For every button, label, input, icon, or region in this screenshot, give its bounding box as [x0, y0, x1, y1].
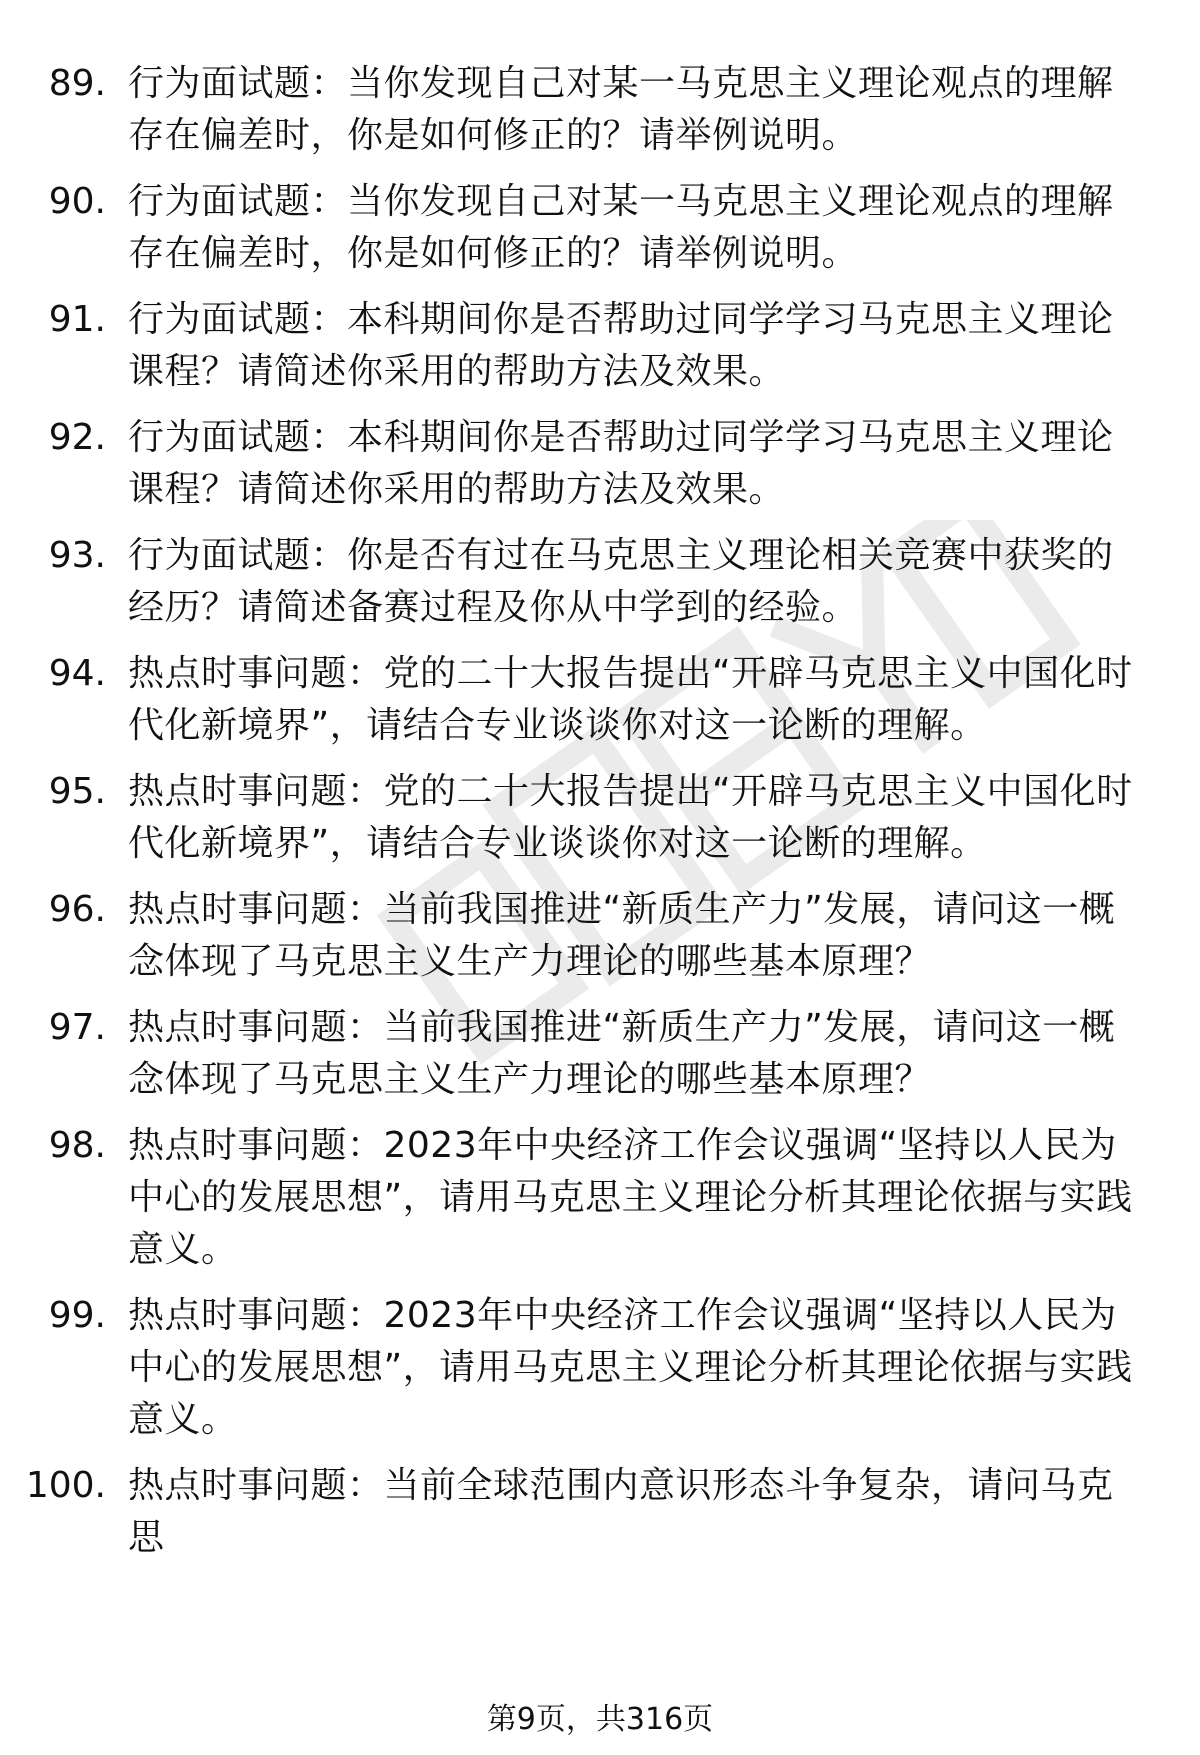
list-item	[0, 176, 1200, 294]
item-text: 热点时事问题：党的二十大报告提出“开辟马克思主义中国化时代化新境界”，请结合专业谈谈你对这一论断的理解。	[128, 653, 1133, 746]
item-number: 95.	[48, 771, 106, 812]
item-number: 93.	[48, 535, 106, 576]
item-number: 91.	[48, 299, 106, 340]
item-text: 热点时事问题：2023年中央经济工作会议强调“坚持以人民为中心的发展思想”，请用马克思主义理论分析其理论依据与实践意义。	[128, 1125, 1133, 1270]
list-item	[0, 58, 1200, 176]
list-item	[0, 412, 1200, 530]
item-number: 92.	[48, 417, 106, 458]
item-text: 热点时事问题：党的二十大报告提出“开辟马克思主义中国化时代化新境界”，请结合专业谈谈你对这一论断的理解。	[128, 771, 1133, 864]
list-item	[0, 294, 1200, 412]
item-text: 行为面试题：当你发现自己对某一马克思主义理论观点的理解存在偏差时，你是如何修正的？请举例说明。	[128, 63, 1114, 156]
page-footer: 第9页，共316页	[486, 1702, 714, 1737]
item-number: 90.	[48, 181, 106, 222]
item-number: 100.	[25, 1465, 106, 1506]
question-list	[0, 58, 1200, 1558]
item-text: 行为面试题：你是否有过在马克思主义理论相关竞赛中获奖的经历？请简述备赛过程及你从中学到的经验。	[128, 535, 1114, 628]
list-item	[0, 530, 1200, 648]
item-number: 94.	[48, 653, 106, 694]
item-number: 99.	[48, 1295, 106, 1336]
list-item	[0, 648, 1200, 766]
list-item	[0, 1120, 1200, 1290]
item-text: 热点时事问题：当前我国推进“新质生产力”发展，请问这一概念体现了马克思主义生产力理论的哪些基本原理？	[128, 889, 1116, 982]
item-text: 行为面试题：当你发现自己对某一马克思主义理论观点的理解存在偏差时，你是如何修正的？请举例说明。	[128, 181, 1114, 274]
item-text: 行为面试题：本科期间你是否帮助过同学学习马克思主义理论课程？请简述你采用的帮助方法及效果。	[128, 417, 1114, 510]
list-item	[0, 1002, 1200, 1120]
list-item	[0, 1460, 1200, 1558]
item-number: 96.	[48, 889, 106, 930]
item-text: 热点时事问题：2023年中央经济工作会议强调“坚持以人民为中心的发展思想”，请用马克思主义理论分析其理论依据与实践意义。	[128, 1295, 1133, 1440]
item-text: 热点时事问题：当前全球范围内意识形态斗争复杂，请问马克思	[128, 1465, 1114, 1558]
list-item	[0, 1290, 1200, 1460]
item-text: 行为面试题：本科期间你是否帮助过同学学习马克思主义理论课程？请简述你采用的帮助方法及效果。	[128, 299, 1114, 392]
list-item	[0, 884, 1200, 1002]
item-text: 热点时事问题：当前我国推进“新质生产力”发展，请问这一概念体现了马克思主义生产力理论的哪些基本原理？	[128, 1007, 1116, 1100]
item-number: 89.	[48, 63, 106, 104]
list-item	[0, 766, 1200, 884]
item-number: 97.	[48, 1007, 106, 1048]
item-number: 98.	[48, 1125, 106, 1166]
